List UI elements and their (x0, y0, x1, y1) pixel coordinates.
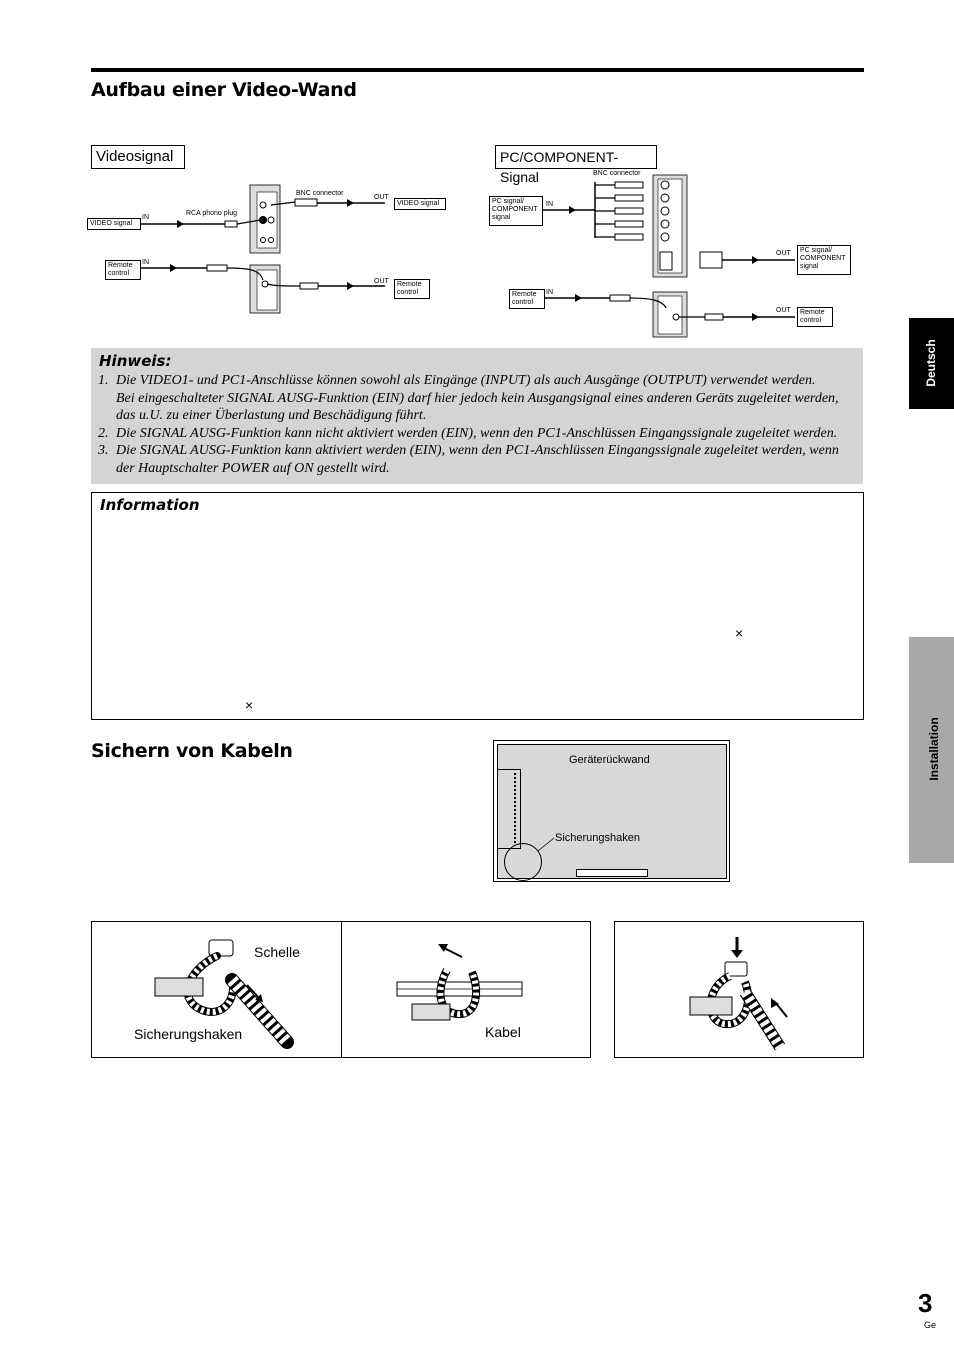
sicherungshaken-label: Sicherungshaken (134, 1026, 243, 1042)
section-title-video-wall: Aufbau einer Video-Wand (91, 79, 357, 101)
information-box (91, 492, 864, 720)
out-label: OUT (374, 194, 389, 201)
remote-control-out-tag: Remote control (394, 279, 430, 299)
information-title: Information (100, 496, 200, 514)
multiply-mark: × (735, 625, 744, 641)
item-number: 3. (98, 443, 109, 458)
hinweis-box (91, 348, 863, 484)
clamp-final-panel (614, 921, 864, 1058)
hinweis-title: Hinweis: (99, 352, 172, 370)
remote-control-in-tag: Remote control (105, 260, 141, 280)
rca-phono-plug-label: RCA phono plug (186, 210, 237, 217)
item-text: Die VIDEO1- und PC1-Anschlüsse können sowohl als Eingänge (INPUT) als auch Ausgänge (OUTPUT) verwendet werden. (116, 373, 816, 388)
rear-panel-label: Geräterückwand (569, 754, 650, 766)
multiply-mark: × (245, 697, 254, 713)
out-label: OUT (776, 307, 791, 314)
language-code: Ge (924, 1320, 937, 1330)
tab-deutsch[interactable] (909, 318, 954, 409)
hinweis-list (97, 372, 857, 477)
panel-divider (341, 922, 342, 1057)
hinweis-item (97, 442, 857, 477)
item-text: Die SIGNAL AUSG-Funktion kann nicht aktiviert werden (EIN), wenn den PC1-Anschlüssen Eingangssignale zugeleitet werden. (116, 425, 838, 441)
rear-panel-figure (493, 740, 730, 882)
section-title-secure-cables: Sichern von Kabeln (91, 740, 293, 762)
tab-installation-label: Installation (927, 717, 941, 781)
top-rule (91, 68, 864, 72)
item-text-continued: Bei eingeschalteter SIGNAL AUSG-Funktion (EIN) darf hier jedoch kein Ausgangsignal eines anderen Geräts zugeleitet werden, das u.U. zu einer Überlastung und Beschädigung führt. (116, 390, 839, 423)
video-signal-out-tag: VIDEO signal (394, 198, 446, 210)
bnc-connector-label: BNC connector (593, 170, 641, 177)
videosignal-label: Videosignal (91, 145, 185, 169)
bnc-connector-label: BNC connector (296, 190, 344, 197)
in-label: IN (142, 214, 149, 221)
video-signal-in-tag: VIDEO signal (87, 218, 141, 230)
in-label: IN (142, 259, 149, 266)
hinweis-item (97, 372, 857, 425)
item-text: Die SIGNAL AUSG-Funktion kann aktiviert werden (EIN), wenn den PC1-Anschlüssen Eingangssignale zugeleitet werden, wenn der Hauptschalter POWER auf ON gestellt wird. (116, 443, 839, 476)
tab-installation[interactable] (909, 637, 954, 863)
out-label: OUT (776, 250, 791, 257)
clamp-tighten-illustration (675, 932, 825, 1052)
hinweis-item (97, 425, 857, 443)
item-number: 2. (98, 425, 109, 441)
in-label: IN (546, 289, 553, 296)
pc-signal-in-tag: PC signal/ COMPONENT signal (489, 196, 543, 226)
in-label: IN (546, 201, 553, 208)
schelle-label: Schelle (254, 944, 300, 960)
out-label: OUT (374, 278, 389, 285)
hook-leader-line (494, 741, 729, 881)
tab-deutsch-label: Deutsch (924, 339, 938, 387)
clamp-steps-panel (91, 921, 591, 1058)
page-number: 3 (918, 1288, 933, 1318)
item-number: 1. (98, 373, 109, 388)
pc-signal-out-tag: PC signal/ COMPONENT signal (797, 245, 851, 275)
hook-label: Sicherungshaken (555, 832, 641, 844)
remote-control-in-tag: Remote control (509, 289, 545, 309)
kabel-label: Kabel (485, 1024, 521, 1040)
pc-component-label: PC/COMPONENT-Signal (495, 145, 657, 169)
remote-control-out-tag: Remote control (797, 307, 833, 327)
